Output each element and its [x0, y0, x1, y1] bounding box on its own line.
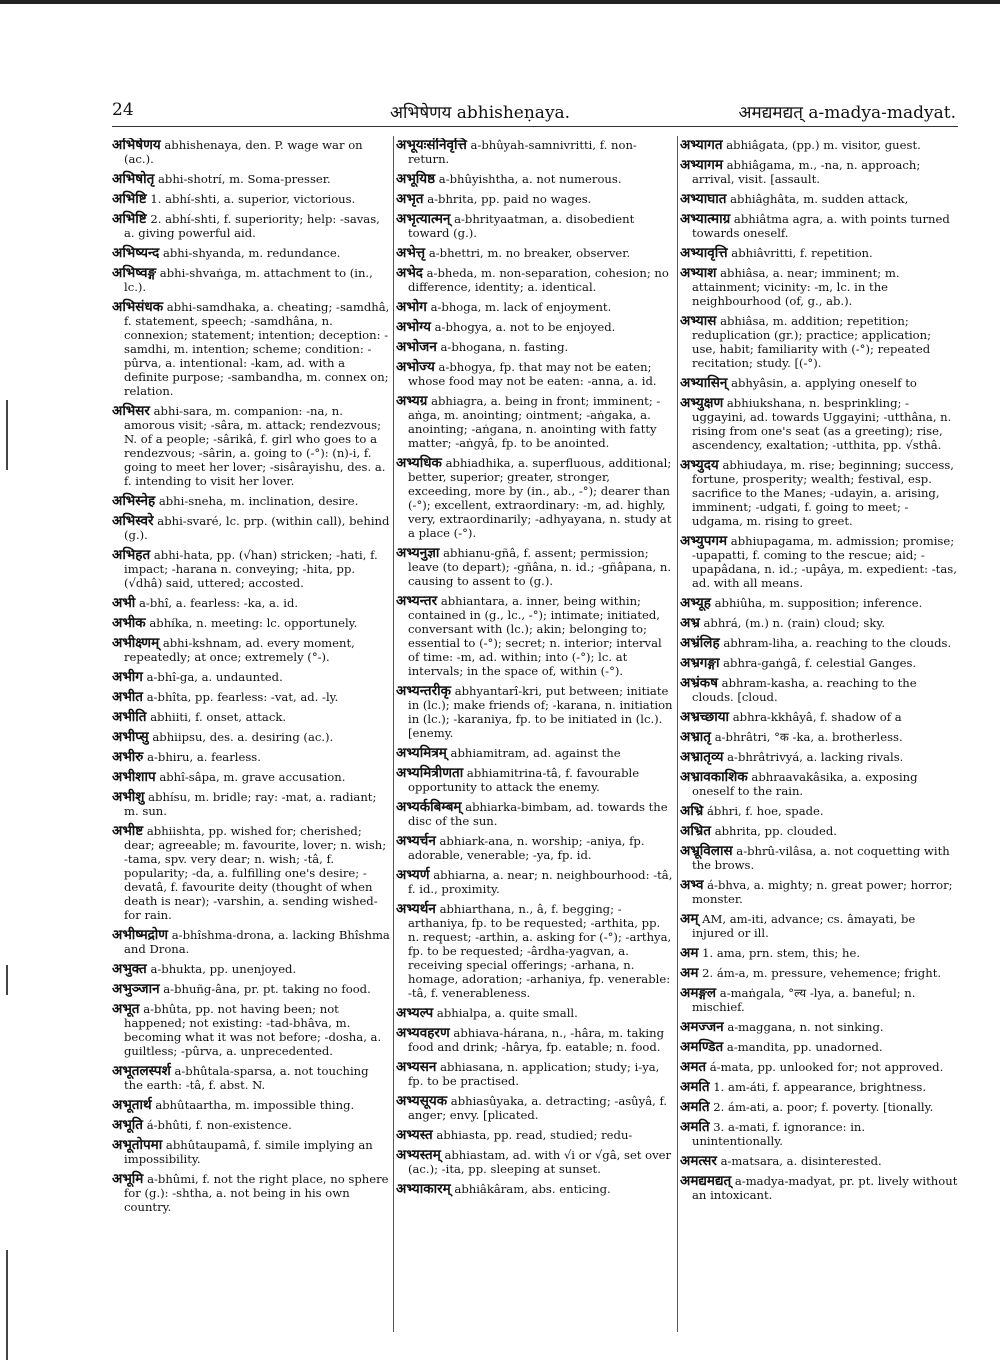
dictionary-entry	[112, 770, 390, 784]
dictionary-entry	[396, 766, 674, 794]
entry-headword: अभूत	[112, 1001, 140, 1017]
entry-definition: a-bhûtala-sparsa, a. not touching the earth: -tâ, f. abst. N.	[124, 1064, 369, 1092]
entry-definition: á-mata, pp. unlooked for; not approved.	[709, 1060, 944, 1074]
dictionary-entry	[112, 1118, 390, 1132]
dictionary-entry	[112, 1098, 390, 1112]
entry-headword: अभी	[112, 595, 136, 611]
entry-definition: a-bhîshma-drona, a. lacking Bhîshma and Drona.	[124, 928, 390, 956]
dictionary-entry	[396, 340, 674, 354]
entry-headword: अभिष्टि	[112, 191, 147, 207]
entry-headword: अभूमि	[112, 1171, 144, 1187]
entry-headword: अभ्यग्र	[396, 393, 428, 409]
entry-definition: a-bhrityaatman, a. disobedient toward (g.).	[408, 212, 635, 240]
entry-headword: अभोजन	[396, 339, 437, 355]
entry-definition: abhíka, n. meeting: lc. opportunely.	[149, 616, 358, 630]
dictionary-entry	[396, 1006, 674, 1020]
dictionary-entry	[396, 800, 674, 828]
entry-headword: अभ्र	[680, 615, 700, 631]
entry-definition: abhiishta, pp. wished for; cherished; dear; agreeable; m. favourite, lover; n. wish; -tama, spv. very dear; n. wish; -tâ, f. popularity; -da, a. fulfilling one's desire; -devatâ, f. favourite deity (thought of when death is near); -varshin, a. sending wished-for rain.	[124, 824, 387, 922]
entry-headword: अमण्डित	[680, 1039, 724, 1055]
entry-definition: a-bhuñg-âna, pr. pt. taking no food.	[163, 982, 371, 996]
dictionary-entry	[680, 534, 958, 590]
column-right	[680, 138, 958, 1348]
dictionary-entry	[396, 456, 674, 540]
dictionary-entry	[112, 596, 390, 610]
entry-headword: अभीक्ष्णम्	[112, 635, 160, 651]
entry-definition: abhi-shvaṅga, m. attachment to (in., lc.).	[124, 266, 373, 294]
dictionary-entry	[680, 1060, 958, 1074]
entry-headword: अभूयिष्ठ	[396, 171, 436, 187]
entry-definition: 2. ám-ati, a. poor; f. poverty. [tionally.	[713, 1100, 934, 1114]
dictionary-entry	[396, 266, 674, 294]
entry-headword: अमत्सर	[680, 1153, 717, 1169]
entry-headword: अभ्व	[680, 877, 704, 893]
entry-definition: a-bhukta, pp. unenjoyed.	[150, 962, 297, 976]
entry-definition: a-bhûyah-samnivritti, f. non-return.	[408, 138, 637, 166]
entry-definition: a-madya-madyat, pr. pt. lively without an intoxicant.	[692, 1174, 958, 1202]
entry-headword: अभ्युक्षण	[680, 395, 724, 411]
entry-headword: अभिस्नेह	[112, 493, 156, 509]
dictionary-entry	[680, 656, 958, 670]
entry-definition: abhiudaya, m. rise; beginning; success, fortune, prosperity; wealth; festival, esp. sacrifice to the Manes; -udayin, a. arising, imminent; -udgati, f. going to meet; -udgama, m. rising to greet.	[692, 458, 954, 528]
entry-headword: अभूति	[112, 1117, 143, 1133]
page-header	[110, 100, 956, 126]
dictionary-entry	[680, 1080, 958, 1094]
dictionary-entry	[112, 982, 390, 996]
entry-headword: अभ्रावकाशिक	[680, 769, 748, 785]
dictionary-entry	[112, 750, 390, 764]
entry-definition: a-bhogya, fp. that may not be eaten; whose food may not be eaten: -anna, a. id.	[408, 360, 657, 388]
entry-headword: अभ्यनुज्ञा	[396, 545, 440, 561]
dictionary-entry	[680, 986, 958, 1014]
entry-headword: अभ्रित	[680, 823, 711, 839]
entry-definition: a-bhî, a. fearless: -ka, a. id.	[139, 596, 299, 610]
entry-headword: अभिषोतृ	[112, 171, 155, 187]
header-rule	[112, 126, 958, 127]
dictionary-entry	[680, 212, 958, 240]
dictionary-entry	[112, 494, 390, 508]
entry-definition: abhra-gaṅgâ, f. celestial Ganges.	[723, 656, 917, 670]
dictionary-entry	[396, 172, 674, 186]
dictionary-entry	[680, 1040, 958, 1054]
dictionary-entry	[680, 314, 958, 370]
entry-definition: abhiâkâram, abs. enticing.	[454, 1182, 611, 1196]
dictionary-entry	[396, 902, 674, 1000]
dictionary-entry	[112, 928, 390, 956]
dictionary-entry	[112, 790, 390, 818]
entry-definition: a-mandita, pp. unadorned.	[726, 1040, 883, 1054]
entry-definition: abhiantara, a. inner, being within; contained in (g., lc., -°); intimate; initiated, conversant with (lc.); akin; belonging to; essential to (-°); secret; n. interior; interval of time: -m, ad. within; into (-°); lc. at intervals; in the space of, within (-°).	[408, 594, 662, 678]
entry-definition: 3. a-mati, f. ignorance: in. unintentionally.	[692, 1120, 866, 1148]
entry-headword: अभ्यन्तरीकृ	[396, 683, 451, 699]
entry-definition: abhialpa, a. quite small.	[436, 1006, 578, 1020]
dictionary-entry	[112, 266, 390, 294]
dictionary-entry	[396, 360, 674, 388]
entry-headword: अभ्यसन	[396, 1059, 437, 1075]
dictionary-entry	[112, 548, 390, 590]
left-running-head: अभिषेणय abhisheṇaya.	[390, 103, 571, 123]
entry-headword: अभोज्य	[396, 359, 435, 375]
scan-margin-mark	[6, 400, 8, 470]
dictionary-entry	[112, 138, 390, 166]
entry-definition: abhiâgata, (pp.) m. visitor, guest.	[726, 138, 921, 152]
dictionary-entry	[112, 514, 390, 542]
entry-headword: अभ्याश	[680, 265, 717, 281]
dictionary-entry	[680, 946, 958, 960]
dictionary-entry	[396, 138, 674, 166]
entry-headword: अभ्यावृत्ति	[680, 245, 728, 261]
entry-headword: अभीशाप	[112, 769, 156, 785]
dictionary-entry	[112, 1002, 390, 1058]
column-middle	[396, 138, 674, 1348]
entry-definition: abhi-shyanda, m. redundance.	[162, 246, 341, 260]
entry-definition: a-bhrû-vilâsa, a. not coquetting with the brows.	[692, 844, 950, 872]
dictionary-entry	[112, 246, 390, 260]
entry-definition: abhûtaupamâ, f. simile implying an impossibility.	[124, 1138, 373, 1166]
entry-definition: a-maṅgala, °ल्य -lya, a. baneful; n. mischief.	[692, 986, 916, 1014]
dictionary-entry	[680, 1174, 958, 1202]
entry-headword: अभूतोपमा	[112, 1137, 163, 1153]
dictionary-entry	[112, 404, 390, 488]
entry-definition: a-bhîta, pp. fearless: -vat, ad. -ly.	[146, 690, 339, 704]
dictionary-entry	[680, 804, 958, 818]
entry-definition: abhî-sâpa, m. grave accusation.	[159, 770, 346, 784]
entry-definition: á-bhûti, f. non-existence.	[146, 1118, 292, 1132]
entry-headword: अभ्यन्तर	[396, 593, 438, 609]
dictionary-entry	[680, 376, 958, 390]
entry-headword: अभ्यास	[680, 313, 717, 329]
dictionary-entry	[680, 1020, 958, 1034]
entry-headword: अभिषेणय	[112, 138, 161, 153]
entry-definition: abhiipsu, des. a. desiring (ac.).	[152, 730, 334, 744]
entry-definition: abhraavakâsika, a. exposing oneself to the rain.	[692, 770, 918, 798]
entry-headword: अभ्युपगम	[680, 533, 728, 549]
entry-headword: अभूयःसंनिवृत्ति	[396, 138, 467, 153]
dictionary-entry	[680, 824, 958, 838]
entry-definition: abhi-hata, pp. (√han) stricken; -hati, f. impact; -harana n. conveying; -hita, pp. (√dhâ) said, uttered; accosted.	[124, 548, 378, 590]
entry-definition: abhiâghâta, m. sudden attack,	[730, 192, 909, 206]
entry-definition: abhrá, (m.) n. (rain) cloud; sky.	[703, 616, 886, 630]
dictionary-entry	[680, 1120, 958, 1148]
entry-definition: abhra-kkhâyâ, f. shadow of a	[732, 710, 902, 724]
entry-headword: अभ्यस्त	[396, 1127, 433, 1143]
entry-headword: अम्	[680, 911, 699, 927]
entry-headword: अभ्यधिक	[396, 455, 442, 471]
entry-headword: अभ्रगङ्गा	[680, 655, 720, 671]
entry-headword: अभीष्मद्रोण	[112, 927, 169, 943]
dictionary-entry	[680, 1154, 958, 1168]
entry-definition: a-bhogana, n. fasting.	[440, 340, 569, 354]
entry-definition: abhiâsa, m. addition; repetition; reduplication (gr.); practice; application; use, habit; familiarity with (-°); repeated recitation; study. [(-°).	[692, 314, 932, 370]
entry-headword: अभुञ्जान	[112, 981, 160, 997]
entry-definition: abhiukshana, n. besprinkling; -uggayini, ad. towards Uggayini; -utthâna, n. rising from one's seat (as a greeting); rise, ascendency, exaltation; -utthita, pp. √sthâ.	[692, 396, 952, 452]
dictionary-entry	[680, 158, 958, 186]
entry-definition: a-bhûmi, f. not the right place, no sphere for (g.): -shtha, a. not being in his own country.	[124, 1172, 389, 1214]
entry-headword: अभ्यात्माग्र	[680, 211, 731, 227]
entry-definition: abhiadhika, a. superfluous, additional; better, superior; greater, stronger, exceeding, more by (in., ab., -°); dearer than (-°); excellent, extraordinary: -m, ad. highly, very, extraordinarily; -adhyayana, n. study at a place (-°).	[408, 456, 672, 540]
entry-definition: abhi-shotrí, m. Soma-presser.	[157, 172, 331, 186]
entry-definition: abhi-samdhaka, a. cheating; -samdhâ, f. statement, speech; -samdhâna, n. connexion; statement; intention; deception: -samdhi, m. intention; scheme; condition: -pûrva, a. intentional: -kam, ad. with a definite purpose; -sambandha, m. connex on; relation.	[124, 300, 390, 398]
entry-headword: अम	[680, 965, 699, 981]
dictionary-entry	[396, 1026, 674, 1054]
entry-headword: अभ्यसूयक	[396, 1093, 448, 1109]
dictionary-entry	[112, 1064, 390, 1092]
entry-headword: अभूतार्थ	[112, 1097, 152, 1113]
entry-definition: abhyantarî-kri, put between; initiate in (lc.); make friends of; -karana, n. initiation in (lc.); -karaniya, fp. to be initiated in (lc.). [enemy.	[408, 684, 673, 740]
entry-headword: अभीशु	[112, 789, 145, 805]
entry-headword: अभ्याकारम्	[396, 1181, 451, 1197]
dictionary-entry	[396, 1182, 674, 1196]
dictionary-entry	[112, 616, 390, 630]
scan-margin-mark	[6, 1250, 8, 1360]
dictionary-entry	[680, 636, 958, 650]
entry-definition: abhrita, pp. clouded.	[714, 824, 837, 838]
entry-headword: अभ्रातृव्य	[680, 749, 724, 765]
dictionary-entry	[680, 770, 958, 798]
entry-headword: अभीरु	[112, 749, 144, 765]
entry-headword: अभ्यागम	[680, 157, 723, 173]
entry-headword: अमत	[680, 1059, 707, 1075]
entry-headword: अभुक्त	[112, 961, 147, 977]
entry-definition: abhram-liha, a. reaching to the clouds.	[723, 636, 952, 650]
entry-definition: abhi-svaré, lc. prp. (within call), behind (g.).	[124, 514, 390, 542]
dictionary-entry	[112, 710, 390, 724]
entry-headword: अभीप्सु	[112, 729, 149, 745]
entry-headword: अभ्रंलिह	[680, 635, 720, 651]
entry-definition: abhi-kshnam, ad. every moment, repeatedly; at once; extremely (°-).	[124, 636, 355, 664]
entry-definition: abhiupagama, m. admission; promise; -upapatti, f. coming to the rescue; aid; -upapâdana, n. id.; -upâya, m. expedient: -tas, ad. with all means.	[692, 534, 957, 590]
entry-headword: अभ्रि	[680, 803, 704, 819]
dictionary-entry	[112, 1172, 390, 1214]
dictionary-entry	[680, 266, 958, 308]
dictionary-entry	[112, 172, 390, 186]
entry-definition: ábhri, f. hoe, spade.	[707, 804, 824, 818]
dictionary-entry	[396, 746, 674, 760]
dictionary-entry	[112, 824, 390, 922]
entry-headword: अभिष्टि	[112, 211, 147, 227]
dictionary-entry	[680, 878, 958, 906]
dictionary-entry	[396, 320, 674, 334]
entry-definition: abhiarthana, n., â, f. begging; -arthaniya, fp. to be requested; -arthita, pp. n. request; -arthin, a. asking for (-°); -arthya, fp. to be requested; -ârdha-yagvan, a. receiving special offerings; -arhana, n. homage, adoration; -arhaniya, fp. venerable: -tâ, f. venerableness.	[408, 902, 672, 1000]
entry-headword: अभेत्तृ	[396, 245, 426, 261]
dictionary-entry	[396, 834, 674, 862]
entry-definition: abhiûha, m. supposition; inference.	[714, 596, 923, 610]
entry-headword: अभ्रूविलास	[680, 843, 733, 859]
entry-definition: a-bhogya, a. not to be enjoyed.	[434, 320, 616, 334]
entry-definition: abhiamitrina-tâ, f. favourable opportunity to attack the enemy.	[408, 766, 640, 794]
entry-headword: अभ्यर्ण	[396, 867, 430, 883]
entry-definition: a-bhettri, m. no breaker, observer.	[428, 246, 631, 260]
entry-headword: अभृत	[396, 191, 424, 207]
entry-definition: 1. am-áti, f. appearance, brightness.	[713, 1080, 927, 1094]
dictionary-entry	[680, 730, 958, 744]
dictionary-entry	[396, 212, 674, 240]
entry-headword: अमद्यमद्यत्	[680, 1173, 732, 1189]
dictionary-entry	[112, 192, 390, 206]
entry-headword: अभ्यर्थन	[396, 901, 436, 917]
entry-definition: abhiâgama, m., -na, n. approach; arrival, visit. [assault.	[692, 158, 921, 186]
entry-definition: abhiarka-bimbam, ad. towards the disc of the sun.	[408, 800, 668, 828]
entry-headword: अमङ्गल	[680, 985, 717, 1001]
entry-headword: अभिष्यन्द	[112, 245, 160, 261]
entry-definition: abhiastam, ad. with √i or √gâ, set over (ac.); -ita, pp. sleeping at sunset.	[408, 1148, 672, 1176]
dictionary-entry	[680, 966, 958, 980]
entry-headword: अभ्यमित्रीणता	[396, 765, 464, 781]
entry-definition: abhiagra, a. being in front; imminent; -aṅga, m. anointing; ointment; -aṅgaka, a. anointing; -aṅgana, n. anointing with fatty matter; -aṅgyâ, fp. to be anointed.	[408, 394, 661, 450]
entry-headword: अभिसर	[112, 403, 150, 419]
dictionary-entry	[396, 1128, 674, 1142]
entry-definition: abhiasana, n. application; study; i-ya, fp. to be practised.	[408, 1060, 660, 1088]
dictionary-entry	[112, 1138, 390, 1166]
dictionary-entry	[680, 676, 958, 704]
dictionary-entry	[112, 730, 390, 744]
entry-headword: अम	[680, 945, 699, 961]
dictionary-entry	[396, 246, 674, 260]
dictionary-entry	[112, 690, 390, 704]
entry-definition: abhiiti, f. onset, attack.	[150, 710, 287, 724]
dictionary-entry	[396, 546, 674, 588]
dictionary-entry	[112, 300, 390, 398]
dictionary-entry	[396, 594, 674, 678]
dictionary-entry	[112, 670, 390, 684]
entry-definition: a-bhiru, a. fearless.	[147, 750, 261, 764]
dictionary-entry	[680, 912, 958, 940]
dictionary-entry	[396, 868, 674, 896]
entry-headword: अभीग	[112, 669, 143, 685]
dictionary-entry	[680, 192, 958, 206]
entry-definition: abhiâsa, a. near; imminent; m. attainment; vicinity: -m, lc. in the neighbourhood (of, g., ab.).	[692, 266, 900, 308]
entry-definition: á-bhva, a. mighty; n. great power; horror; monster.	[692, 878, 953, 906]
entry-headword: अभ्रच्छाया	[680, 709, 730, 725]
entry-headword: अभ्रंकष	[680, 675, 718, 691]
dictionary-entry	[680, 844, 958, 872]
entry-headword: अभ्यमित्रम्	[396, 745, 447, 761]
entry-definition: a-bhrâtrivyá, a. lacking rivals.	[727, 750, 904, 764]
dictionary-entry	[112, 962, 390, 976]
dictionary-entry	[680, 616, 958, 630]
scan-top-edge	[0, 0, 1000, 4]
entry-definition: a-bhûta, pp. not having been; not happened; not existing: -tad-bhâva, m. becoming what it was not before; -dosha, a. guiltless; -pûrva, a. unprecedented.	[124, 1002, 382, 1058]
entry-headword: अभीति	[112, 709, 147, 725]
entry-headword: अभ्युदय	[680, 457, 719, 473]
dictionary-entry	[680, 246, 958, 260]
entry-headword: अभिसंधक	[112, 299, 164, 315]
dictionary-entry	[396, 192, 674, 206]
entry-definition: a-bhî-ga, a. undaunted.	[146, 670, 283, 684]
dictionary-entry	[680, 750, 958, 764]
entry-definition: abhi-sneha, m. inclination, desire.	[158, 494, 359, 508]
dictionary-entry	[680, 138, 958, 152]
entry-definition: AM, am-iti, advance; cs. âmayati, be injured or ill.	[692, 912, 916, 940]
entry-definition: abhiava-hárana, n., -hâra, m. taking food and drink; -hârya, fp. eatable; n. food.	[408, 1026, 664, 1054]
entry-headword: अभीष्ट	[112, 823, 144, 839]
entry-headword: अभ्यल्प	[396, 1005, 434, 1021]
scan-margin-mark	[6, 965, 8, 995]
dictionary-columns	[112, 138, 958, 1348]
right-running-head: अमद्यमद्यत् a-madya-madyat.	[738, 103, 956, 123]
entry-headword: अभोग	[396, 299, 427, 315]
dictionary-entry	[112, 212, 390, 240]
entry-definition: a-maggana, n. not sinking.	[727, 1020, 884, 1034]
entry-headword: अभीक	[112, 615, 146, 631]
dictionary-entry	[396, 1094, 674, 1122]
entry-headword: अभोग्य	[396, 319, 431, 335]
entry-definition: abhiasta, pp. read, studied; redu-	[436, 1128, 633, 1142]
entry-definition: abhishenaya, den. P. wage war on (ac.).	[124, 138, 363, 166]
entry-definition: abhiâtma agra, a. with points turned towards oneself.	[692, 212, 950, 240]
dictionary-entry	[680, 596, 958, 610]
entry-headword: अभ्यर्चन	[396, 833, 436, 849]
entry-headword: अभ्याघात	[680, 191, 727, 207]
entry-headword: अभूतलस्पर्श	[112, 1063, 171, 1079]
entry-definition: a-bhrita, pp. paid no wages.	[427, 192, 592, 206]
entry-headword: अमज्जन	[680, 1019, 724, 1035]
entry-definition: 2. abhí-shti, f. superiority; help: -savas, a. giving powerful aid.	[124, 212, 380, 240]
entry-definition: a-bhrâtri, °क -ka, a. brotherless.	[714, 730, 903, 744]
entry-headword: अभिहत	[112, 547, 151, 563]
entry-definition: 1. ama, prn. stem, this; he.	[702, 946, 861, 960]
dictionary-entry	[396, 300, 674, 314]
dictionary-entry	[396, 684, 674, 740]
entry-headword: अभ्यासिन्	[680, 375, 728, 391]
entry-definition: abhiarna, a. near; n. neighbourhood: -tâ, f. id., proximity.	[408, 868, 673, 896]
entry-headword: अमति	[680, 1099, 710, 1115]
entry-headword: अभ्यस्तम्	[396, 1147, 441, 1163]
dictionary-entry	[396, 1060, 674, 1088]
entry-headword: अभ्यागत	[680, 138, 723, 153]
entry-definition: abhi-sara, m. companion: -na, n. amorous visit; -sâra, m. attack; rendezvous; N. of a people; -sârikâ, f. girl who goes to a rendezvous; -sârin, a. going to (-°): (n)-i, f. going to meet her lover; -sisârayishu, des. a. f. intending to visit her lover.	[124, 404, 386, 488]
entry-definition: abhianu-gñâ, f. assent; permission; leave (to depart); -gñâna, n. id.; -gñâpana, n. causing to assent to (g.).	[408, 546, 672, 588]
entry-definition: abhyâsin, a. applying oneself to	[731, 376, 917, 390]
entry-headword: अमति	[680, 1079, 710, 1095]
dictionary-entry	[396, 1148, 674, 1176]
entry-headword: अभीत	[112, 689, 143, 705]
entry-definition: abhram-kasha, a. reaching to the clouds. [cloud.	[692, 676, 917, 704]
dictionary-entry	[396, 394, 674, 450]
dictionary-entry	[680, 458, 958, 528]
entry-definition: abhiark-ana, n. worship; -aniya, fp. adorable, venerable; -ya, fp. id.	[408, 834, 645, 862]
dictionary-entry	[680, 396, 958, 452]
entry-headword: अभृत्यात्मन्	[396, 211, 451, 227]
entry-headword: अभिस्वरे	[112, 513, 154, 529]
entry-definition: abhiâvritti, f. repetition.	[731, 246, 873, 260]
entry-definition: abhiamitram, ad. against the	[450, 746, 621, 760]
entry-headword: अभेद	[396, 265, 423, 281]
entry-definition: abhiasûyaka, a. detracting; -asûyâ, f. anger; envy. [plicated.	[408, 1094, 668, 1122]
dictionary-entry	[680, 1100, 958, 1114]
dictionary-entry	[680, 710, 958, 724]
entry-definition: a-bheda, m. non-separation, cohesion; no difference, identity; a. identical.	[408, 266, 669, 294]
entry-definition: a-bhûyishtha, a. not numerous.	[438, 172, 622, 186]
entry-definition: 1. abhí-shti, a. superior, victorious.	[150, 192, 356, 206]
dictionary-entry	[112, 636, 390, 664]
entry-headword: अभ्यूह	[680, 595, 711, 611]
entry-definition: abhûtaartha, m. impossible thing.	[155, 1098, 355, 1112]
entry-headword: अभ्रातृ	[680, 729, 711, 745]
page-number: 24	[112, 100, 134, 120]
entry-definition: 2. ám-a, m. pressure, vehemence; fright.	[702, 966, 942, 980]
entry-definition: a-matsara, a. disinterested.	[720, 1154, 882, 1168]
entry-headword: अभिष्वङ्ग	[112, 265, 157, 281]
entry-definition: a-bhoga, m. lack of enjoyment.	[430, 300, 612, 314]
entry-definition: abhísu, m. bridle; ray: -mat, a. radiant; m. sun.	[124, 790, 377, 818]
column-left	[112, 138, 390, 1348]
entry-headword: अभ्यर्कबिम्बम्	[396, 799, 462, 815]
entry-headword: अमति	[680, 1119, 710, 1135]
entry-headword: अभ्यवहरण	[396, 1025, 450, 1041]
